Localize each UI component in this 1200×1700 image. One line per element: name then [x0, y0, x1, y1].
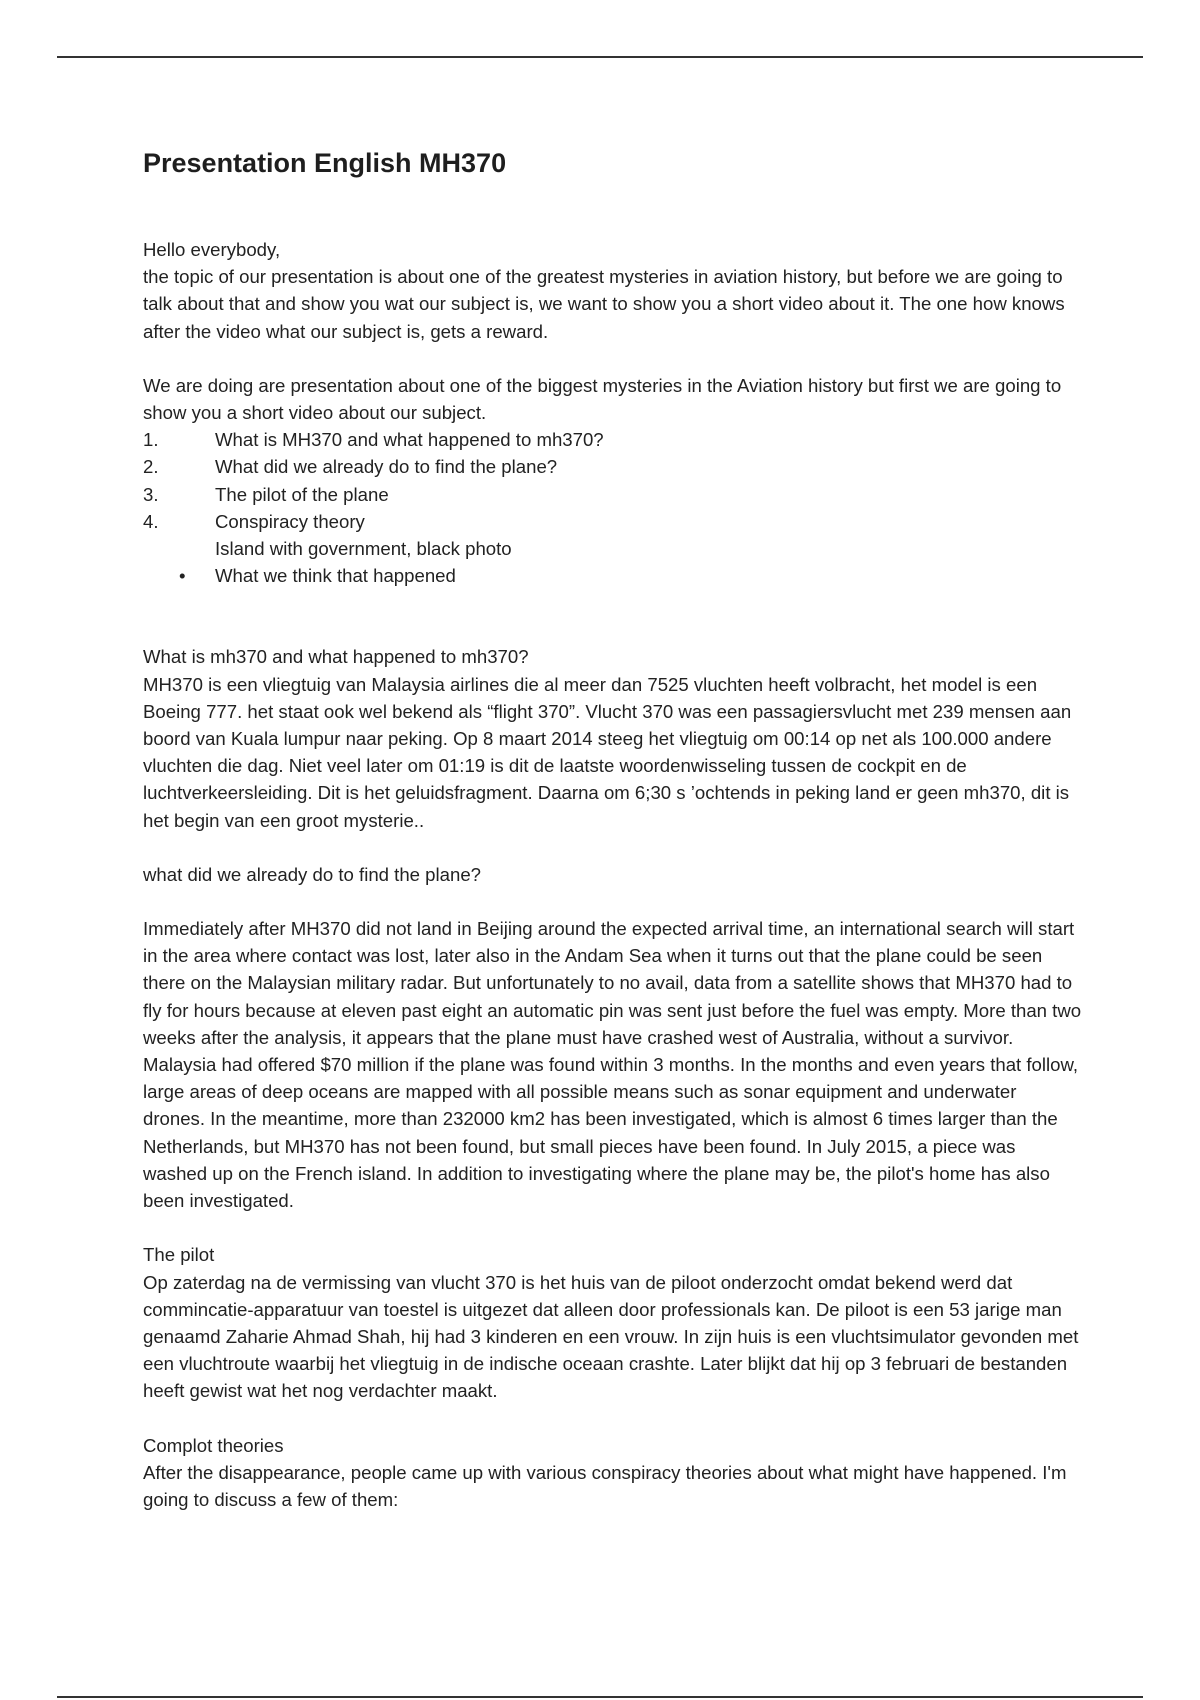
section-complot-body: After the disappearance, people came up with various conspiracy theories about what might have happened. I'm going to discuss a few of them: — [143, 1461, 1067, 1510]
section-pilot-heading: The pilot — [143, 1244, 215, 1266]
section-complot-heading: Complot theories — [143, 1434, 284, 1456]
outline-item-number: 1. — [143, 429, 159, 451]
outline-item-number: 4. — [143, 510, 159, 532]
bullet-icon: • — [179, 565, 186, 587]
outline-sub-line: Island with government, black photo — [215, 538, 512, 560]
section-search-body: Immediately after MH370 did not land in Beijing around the expected arrival time, an international search will start in the area where contact was lost, later also in the Andam Sea when it turns out that the plane could be seen there on the Malaysian military radar. But unfortunately to no avail, data from a satellite shows that MH370 had to fly for hours because at eleven past eight an automatic pin was sent just before the fuel was empty. More than two weeks after the analysis, it appears that the plane must have crashed west of Australia, without a survivor. Malaysia had offered $70 million if the plane was found within 3 months. In the months and even years that follow, large areas of deep oceans are mapped with all possible means such as sonar equipment and underwater drones. In the meantime, more than 232000 km2 has been investigated, which is almost 6 times larger than the Netherlands, but MH370 has not been found, but small pieces have been found. In July 2015, a piece was washed up on the French island. In addition to investigating where the plane may be, the pilot's home has also been investigated. — [143, 918, 1082, 1212]
intro-paragraph: the topic of our presentation is about one of the greatest mysteries in aviation history, but before we are going to talk about that and show you wat our subject is, we want to show you a short video about it. The one how knows after the video what our subject is, gets a reward. — [143, 266, 1065, 342]
section-what-is-heading: What is mh370 and what happened to mh370? — [143, 646, 529, 668]
outline-item-number: 3. — [143, 483, 159, 505]
outline-bullet-text: What we think that happened — [215, 565, 456, 587]
outline-item-1 — [143, 426, 1083, 453]
outline-item-text: What is MH370 and what happened to mh370? — [215, 429, 604, 451]
outline-item-text: The pilot of the plane — [215, 483, 389, 505]
outline-list — [143, 426, 1083, 535]
intro-greeting: Hello everybody, — [143, 239, 281, 260]
outline-item-2 — [143, 453, 1083, 480]
section-what-is-body: MH370 is een vliegtuig van Malaysia airlines die al meer dan 7525 vluchten heeft volbracht, het model is een Boeing 777. het staat ook wel bekend als “flight 370”. Vlucht 370 was een passagiersvlucht met 239 mensen aan boord van Kuala lumpur naar peking. Op 8 maart 2014 steeg het vliegtuig om 00:14 op net als 100.000 andere vluchten die dag. Niet veel later om 01:19 is dit de laatste woordenwisseling tussen de cockpit en de luchtverkeersleiding. Dit is het geluidsfragment. Daarna om 6;30 s ’ochtends in peking land er geen mh370, dit is het begin van een groot mysterie.. — [143, 673, 1072, 831]
bottom-rule — [57, 1696, 1143, 1698]
outline-item-4 — [143, 508, 1083, 535]
outline-intro: We are doing are presentation about one of the biggest mysteries in the Aviation history but first we are going to show you a short video about our subject. — [143, 374, 1062, 424]
outline-item-text: Conspiracy theory — [215, 510, 365, 532]
section-pilot-body: Op zaterdag na de vermissing van vlucht 370 is het huis van de piloot onderzocht omdat bekend werd dat commincatie-apparatuur van toestel is uitgezet dat alleen door professionals kan. De piloot is een 53 jarige man genaamd Zaharie Ahmad Shah, hij had 3 kinderen en een vrouw. In zijn huis is een vluchtsimulator gevonden met een vluchtroute waarbij het vliegtuig in de indische oceaan crashte. Later blijkt dat hij op 3 februari de bestanden heeft gewist wat het nog verdachter maakt. — [143, 1271, 1079, 1402]
document-title: Presentation English MH370 — [143, 148, 507, 178]
outline-item-number: 2. — [143, 456, 159, 478]
outline-item-3 — [143, 481, 1083, 508]
top-rule — [57, 56, 1143, 58]
document-body — [143, 140, 1083, 1513]
outline-bullet-item — [143, 562, 1083, 589]
outline-item-text: What did we already do to find the plane? — [215, 456, 558, 478]
section-search-heading: what did we already do to find the plane? — [143, 863, 482, 885]
